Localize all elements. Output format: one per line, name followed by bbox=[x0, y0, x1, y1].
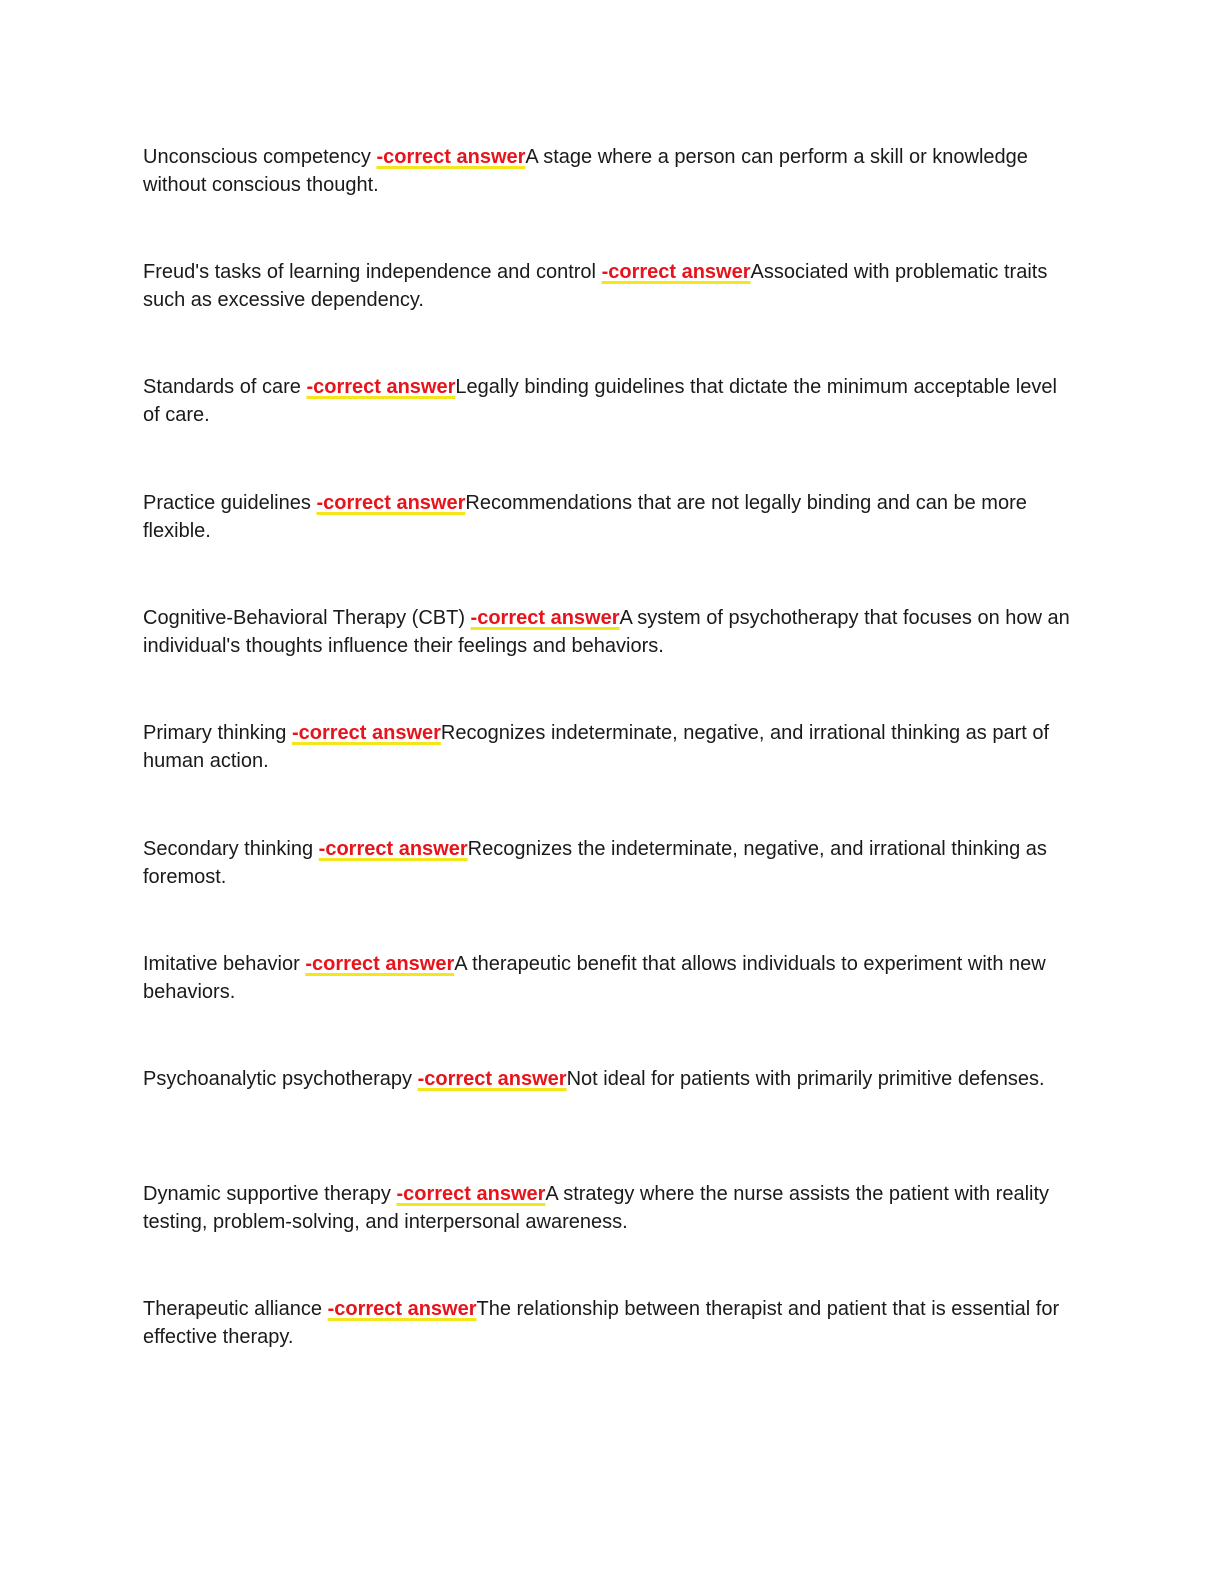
flashcard-entry bbox=[143, 373, 1078, 429]
correct-answer-marker: -correct answer bbox=[327, 1298, 477, 1320]
entry-term: Secondary thinking bbox=[143, 838, 314, 860]
entry-definition: Recommendations that are not legally binding and can be more flexible. bbox=[143, 492, 1027, 542]
flashcard-entry bbox=[143, 258, 1078, 314]
correct-answer-marker: -correct answer bbox=[396, 1183, 546, 1205]
entry-term: Imitative behavior bbox=[143, 953, 300, 975]
correct-answer-marker: -correct answer bbox=[417, 1068, 567, 1090]
entry-term: Freud's tasks of learning independence and control bbox=[143, 261, 596, 283]
flashcard-entry bbox=[143, 143, 1078, 199]
flashcard-entry bbox=[143, 1065, 1078, 1093]
correct-answer-marker: -correct answer bbox=[316, 492, 466, 514]
correct-answer-marker: -correct answer bbox=[305, 953, 455, 975]
entry-term: Dynamic supportive therapy bbox=[143, 1183, 391, 1205]
flashcard-entry bbox=[143, 489, 1078, 545]
correct-answer-marker: -correct answer bbox=[318, 838, 468, 860]
flashcard-entry bbox=[143, 719, 1078, 775]
entry-definition: Recognizes indeterminate, negative, and irrational thinking as part of human action. bbox=[143, 722, 1050, 772]
entry-definition: A strategy where the nurse assists the patient with reality testing, problem-solving, and interpersonal awareness. bbox=[143, 1183, 1050, 1233]
entry-term: Cognitive-Behavioral Therapy (CBT) bbox=[143, 607, 465, 629]
flashcard-entry bbox=[143, 1180, 1078, 1236]
correct-answer-marker: -correct answer bbox=[306, 376, 456, 398]
flashcard-entry bbox=[143, 604, 1078, 660]
entry-definition: A therapeutic benefit that allows individuals to experiment with new behaviors. bbox=[143, 953, 1046, 1003]
entry-definition: Associated with problematic traits such as excessive dependency. bbox=[143, 261, 1048, 311]
entry-definition: Legally binding guidelines that dictate the minimum acceptable level of care. bbox=[143, 376, 1057, 426]
entry-definition: A system of psychotherapy that focuses on how an individual's thoughts influence their feelings and behaviors. bbox=[143, 607, 1070, 657]
entry-term: Psychoanalytic psychotherapy bbox=[143, 1068, 413, 1090]
correct-answer-marker: -correct answer bbox=[601, 261, 751, 283]
entry-term: Standards of care bbox=[143, 376, 301, 398]
flashcard-entry bbox=[143, 835, 1078, 891]
entry-term: Unconscious competency bbox=[143, 146, 371, 168]
entry-definition: Recognizes the indeterminate, negative, and irrational thinking as foremost. bbox=[143, 838, 1047, 888]
flashcard-entry bbox=[143, 1295, 1078, 1351]
flashcard-entry bbox=[143, 950, 1078, 1006]
entry-definition: A stage where a person can perform a skill or knowledge without conscious thought. bbox=[143, 146, 1028, 196]
correct-answer-marker: -correct answer bbox=[376, 146, 526, 168]
entry-definition: Not ideal for patients with primarily primitive defenses. bbox=[566, 1068, 1045, 1090]
correct-answer-marker: -correct answer bbox=[470, 607, 620, 629]
entry-term: Practice guidelines bbox=[143, 492, 311, 514]
entry-definition: The relationship between therapist and patient that is essential for effective therapy. bbox=[143, 1298, 1060, 1348]
correct-answer-marker: -correct answer bbox=[291, 722, 441, 744]
entry-term: Therapeutic alliance bbox=[143, 1298, 322, 1320]
entry-term: Primary thinking bbox=[143, 722, 287, 744]
